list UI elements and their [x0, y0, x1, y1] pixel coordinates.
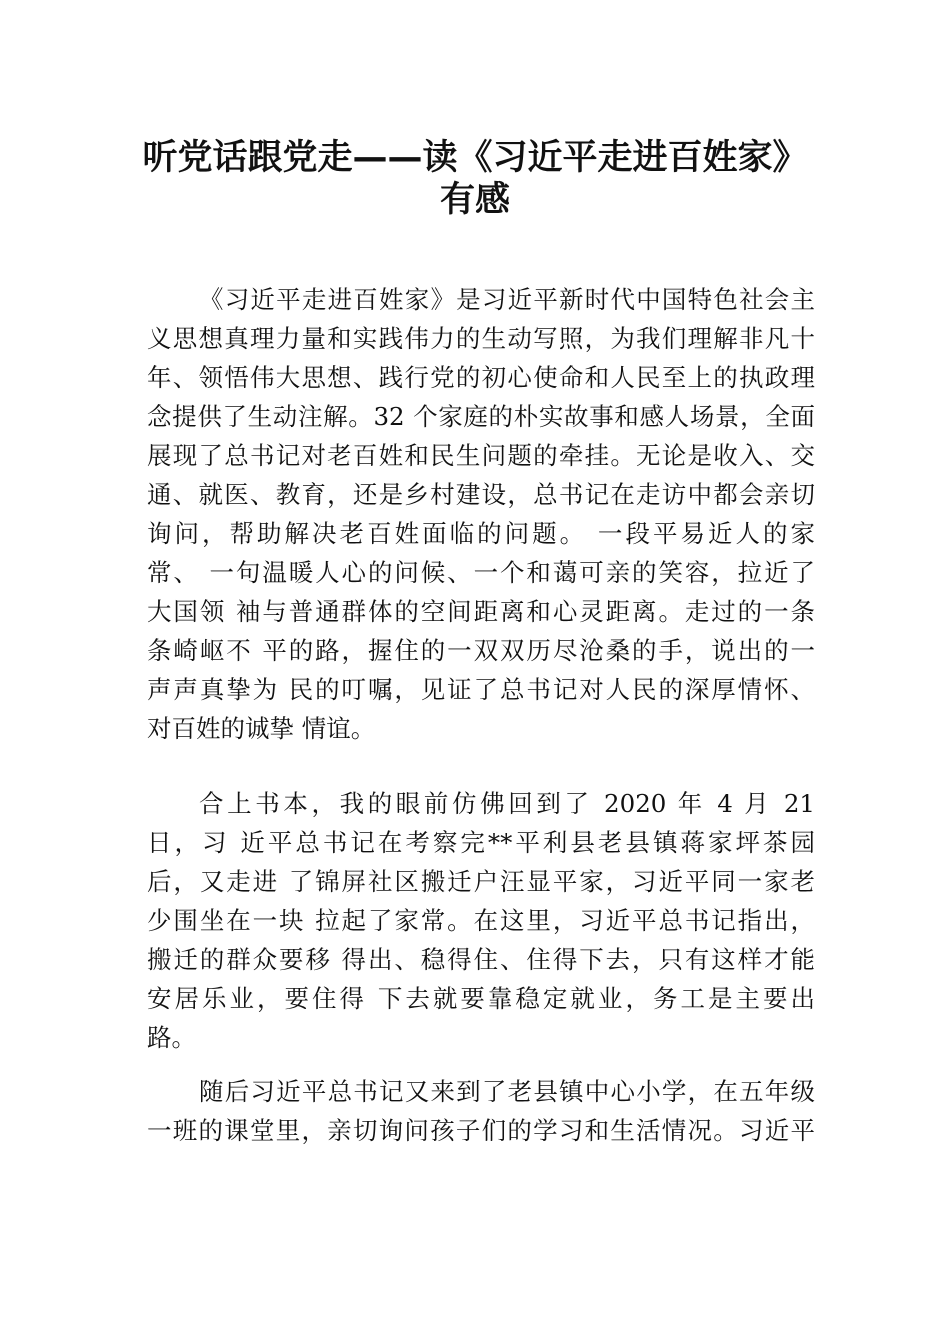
- paragraph-1: [147, 280, 815, 748]
- paragraph-line: 声声真挚为 民的叮嘱，见证了总书记对人民的深厚情怀、: [147, 675, 815, 704]
- paragraph-line: 展现了总书记对老百姓和民生问题的牵挂。无论是收入、交: [147, 441, 815, 470]
- paragraph-line: 随后习近平总书记又来到了老县镇中心小学，在五年级: [199, 1077, 815, 1106]
- paragraph-line: 《习近平走进百姓家》是习近平新时代中国特色社会主: [199, 285, 815, 314]
- paragraph-line: 常、 一句温暖人心的问候、一个和蔼可亲的笑容，拉近了: [147, 558, 815, 587]
- paragraph-line: 念提供了生动注解。32 个家庭的朴实故事和感人场景，全面: [147, 402, 815, 431]
- paragraph-line: 安居乐业，要住得 下去就要靠稳定就业，务工是主要出: [147, 984, 815, 1013]
- paragraph-line: 对百姓的诚挚 情谊。: [147, 714, 376, 743]
- paragraph-line: 义思想真理力量和实践伟力的生动写照，为我们理解非凡十: [147, 324, 815, 353]
- paragraph-2: [147, 784, 815, 1057]
- document-title-line-1: 听党话跟党走——读《习近平走进百姓家》: [142, 138, 808, 178]
- paragraph-line: 通、就医、教育，还是乡村建设，总书记在走访中都会亲切: [147, 480, 815, 509]
- paragraph-line: 合上书本，我的眼前仿佛回到了 2020 年 4 月 21: [199, 789, 815, 818]
- paragraph-line: 后，又走进 了锦屏社区搬迁户汪显平家，习近平同一家老: [147, 867, 815, 896]
- paragraph-line: 日，习 近平总书记在考察完**平利县老县镇蒋家坪茶园: [147, 828, 815, 857]
- document-title-line-2: 有感: [439, 180, 510, 220]
- paragraph-line: 少围坐在一块 拉起了家常。在这里，习近平总书记指出，: [147, 906, 815, 935]
- paragraph-line: 搬迁的群众要移 得出、稳得住、住得下去，只有这样才能: [147, 945, 815, 974]
- paragraph-line: 年、领悟伟大思想、践行党的初心使命和人民至上的执政理: [147, 363, 815, 392]
- paragraph-3: [147, 1072, 815, 1150]
- paragraph-line: 询问，帮助解决老百姓面临的问题。 一段平易近人的家: [147, 519, 815, 548]
- paragraph-line: 大国领 袖与普通群体的空间距离和心灵距离。走过的一条: [147, 597, 815, 626]
- paragraph-line: 一班的课堂里，亲切询问孩子们的学习和生活情况。习近平: [147, 1116, 815, 1145]
- paragraph-line: 条崎岖不 平的路，握住的一双双历尽沧桑的手，说出的一: [147, 636, 815, 665]
- paragraph-line: 路。: [147, 1023, 196, 1052]
